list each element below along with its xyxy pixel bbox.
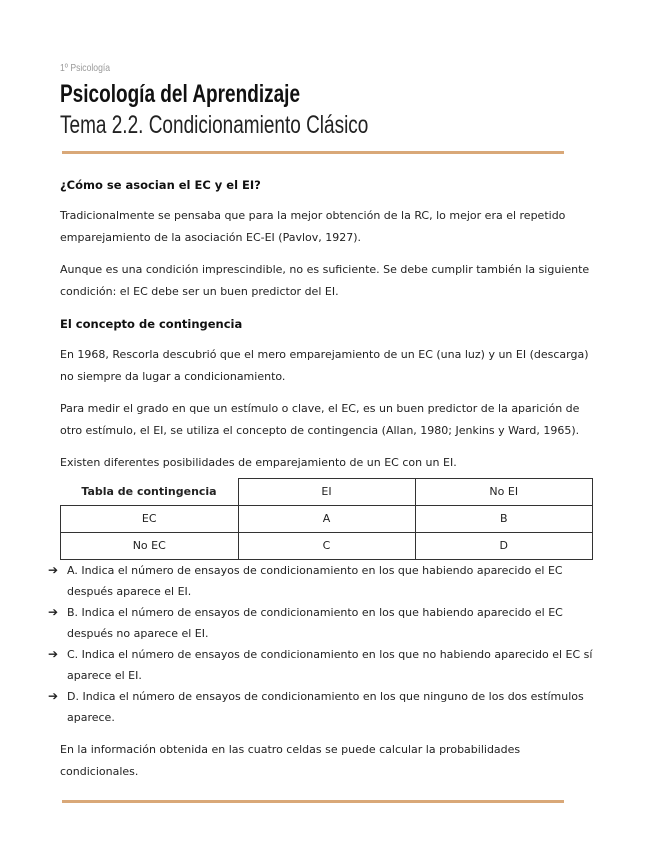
list-item-text: C. Indica el número de ensayos de condicionamiento en los que no habiendo aparecido el EC sí aparece el EI. bbox=[67, 648, 593, 682]
arrow-right-icon: ➔ bbox=[48, 563, 59, 577]
list-item bbox=[48, 686, 598, 728]
cell-definitions-list bbox=[48, 560, 598, 728]
course-label: 1º Psicología bbox=[60, 62, 111, 74]
table-row bbox=[61, 533, 593, 560]
section-heading-contingency: El concepto de contingencia bbox=[60, 317, 243, 331]
section-heading-association: ¿Cómo se asocian el EC y el EI? bbox=[60, 178, 261, 192]
table-cell: A bbox=[238, 506, 415, 533]
table-cell: D bbox=[415, 533, 593, 560]
paragraph: En la información obtenida en las cuatro celdas se puede calcular la probabilidades condicionales. bbox=[60, 743, 521, 778]
arrow-right-icon: ➔ bbox=[48, 647, 59, 661]
list-item bbox=[48, 560, 598, 602]
paragraph: Tradicionalmente se pensaba que para la mejor obtención de la RC, lo mejor era el repetido emparejamiento de la asociación EC-EI (Pavlov, 1927). bbox=[60, 209, 566, 244]
list-item-text: D. Indica el número de ensayos de condicionamiento en los que ninguno de los dos estímulos aparece. bbox=[67, 690, 584, 724]
table-cell: C bbox=[238, 533, 415, 560]
table-row-label: No EC bbox=[61, 533, 239, 560]
table-column-header: EI bbox=[238, 479, 415, 506]
table-column-header: No EI bbox=[415, 479, 593, 506]
page-subtitle: Tema 2.2. Condicionamiento Clásico bbox=[60, 111, 369, 139]
list-item bbox=[48, 602, 598, 644]
list-item-text: B. Indica el número de ensayos de condicionamiento en los que habiendo aparecido el EC después no aparece el EI. bbox=[67, 606, 563, 640]
arrow-right-icon: ➔ bbox=[48, 689, 59, 703]
footer-divider bbox=[62, 800, 564, 803]
table-corner-label: Tabla de contingencia bbox=[61, 479, 239, 506]
paragraph: Aunque es una condición imprescindible, no es suficiente. Se debe cumplir también la siguiente condición: el EC debe ser un buen predictor del EI. bbox=[60, 263, 590, 298]
arrow-right-icon: ➔ bbox=[48, 605, 59, 619]
paragraph: Para medir el grado en que un estímulo o clave, el EC, es un buen predictor de la aparición de otro estímulo, el EI, se utiliza el concepto de contingencia (Allan, 1980; Jenkins y Ward, 1965). bbox=[60, 402, 580, 437]
list-item-text: A. Indica el número de ensayos de condicionamiento en los que habiendo aparecido el EC después aparece el EI. bbox=[67, 564, 563, 598]
contingency-table bbox=[60, 478, 593, 560]
header-divider bbox=[62, 151, 564, 154]
table-row bbox=[61, 506, 593, 533]
main-content bbox=[48, 174, 598, 793]
page-title: Psicología del Aprendizaje bbox=[60, 80, 301, 108]
list-item bbox=[48, 644, 598, 686]
table-cell: B bbox=[415, 506, 593, 533]
table-row-label: EC bbox=[61, 506, 239, 533]
table-header-row bbox=[61, 479, 593, 506]
paragraph: Existen diferentes posibilidades de emparejamiento de un EC con un EI. bbox=[60, 456, 457, 469]
paragraph: En 1968, Rescorla descubrió que el mero emparejamiento de un EC (una luz) y un EI (descarga) no siempre da lugar a condicionamiento. bbox=[60, 348, 589, 383]
